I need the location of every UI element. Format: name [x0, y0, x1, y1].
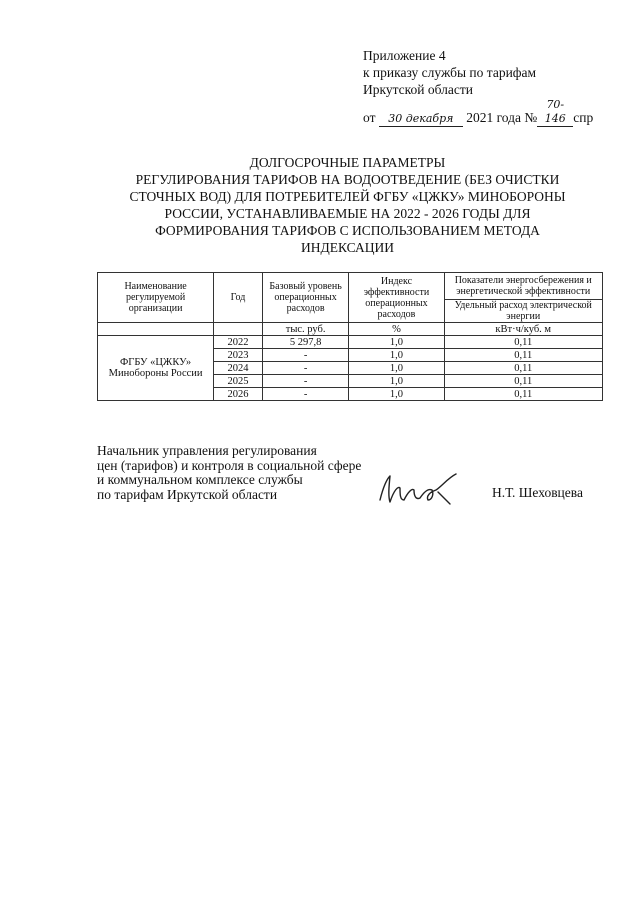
- position-line: и коммунальном комплексе службы: [97, 472, 303, 487]
- position-line: по тарифам Иркутской области: [97, 486, 278, 502]
- header-base-opex: Базовый уровень операционных расходов: [262, 273, 349, 323]
- signatory-position: [97, 444, 397, 502]
- index-cell: 1,0: [349, 388, 444, 401]
- unit-energy: кВт·ч/куб. м: [444, 323, 603, 336]
- appendix-region: Иркутской области: [363, 82, 474, 97]
- table-row: [98, 336, 603, 349]
- position-line: Начальник управления регулирования: [97, 443, 317, 458]
- date-prefix: от: [363, 110, 376, 125]
- index-cell: 1,0: [349, 336, 444, 349]
- document-title: [95, 154, 600, 256]
- unit-base: тыс. руб.: [262, 323, 349, 336]
- index-cell: 1,0: [349, 375, 444, 388]
- appendix-order-ref: к приказу службы по тарифам: [363, 65, 537, 80]
- title-line: ФОРМИРОВАНИЯ ТАРИФОВ С ИСПОЛЬЗОВАНИЕМ МЕТОДА: [155, 223, 540, 238]
- energy-cell: 0,11: [444, 362, 603, 375]
- base-cell: -: [262, 362, 349, 375]
- org-name-cell: ФГБУ «ЦЖКУ» Минобороны России: [98, 336, 214, 401]
- header-energy-specific: Удельный расход электрической энергии: [444, 300, 603, 323]
- parameters-table: [97, 272, 603, 401]
- title-line: ДОЛГОСРОЧНЫЕ ПАРАМЕТРЫ: [249, 155, 446, 170]
- year-cell: 2025: [214, 375, 263, 388]
- handwritten-date: 30 декабря: [379, 112, 463, 127]
- order-number-suffix: спр: [573, 110, 594, 125]
- base-cell: -: [262, 349, 349, 362]
- base-cell: -: [262, 388, 349, 401]
- year-text: 2021 года №: [466, 110, 538, 125]
- position-line: цен (тарифов) и контроля в социальной сфере: [97, 457, 362, 473]
- appendix-title: Приложение 4: [363, 48, 446, 63]
- title-line: РОССИИ, УСТАНАВЛИВАЕМЫЕ НА 2022 - 2026 ГОДЫ ДЛЯ: [164, 206, 531, 221]
- header-org: Наименование регулируемой организации: [98, 273, 214, 323]
- signatory-name: Н.Т. Шеховцева: [492, 485, 583, 500]
- base-cell: 5 297,8: [262, 336, 349, 349]
- index-cell: 1,0: [349, 362, 444, 375]
- unit-index: %: [349, 323, 444, 336]
- unit-org-empty: [98, 323, 214, 336]
- year-cell: 2023: [214, 349, 263, 362]
- header-efficiency-index: Индекс эффективности операционных расходов: [349, 273, 444, 323]
- handwritten-signature: [376, 470, 466, 510]
- appendix-header: [363, 47, 623, 127]
- base-cell: -: [262, 375, 349, 388]
- energy-cell: 0,11: [444, 336, 603, 349]
- title-line: ИНДЕКСАЦИИ: [301, 240, 394, 255]
- index-cell: 1,0: [349, 349, 444, 362]
- handwritten-order-number: 70-146: [537, 98, 573, 127]
- title-line: РЕГУЛИРОВАНИЯ ТАРИФОВ НА ВОДООТВЕДЕНИЕ (БЕЗ ОЧИСТКИ: [135, 172, 560, 187]
- energy-cell: 0,11: [444, 388, 603, 401]
- year-cell: 2026: [214, 388, 263, 401]
- unit-year-empty: [214, 323, 263, 336]
- year-cell: 2022: [214, 336, 263, 349]
- energy-cell: 0,11: [444, 349, 603, 362]
- appendix-date-line: [363, 98, 623, 127]
- header-year: Год: [214, 273, 263, 323]
- energy-cell: 0,11: [444, 375, 603, 388]
- year-cell: 2024: [214, 362, 263, 375]
- title-line: СТОЧНЫХ ВОД) ДЛЯ ПОТРЕБИТЕЛЕЙ ФГБУ «ЦЖКУ» МИНОБОРОНЫ: [129, 189, 566, 204]
- header-energy-group: Показатели энергосбережения и энергетической эффективности: [444, 273, 603, 300]
